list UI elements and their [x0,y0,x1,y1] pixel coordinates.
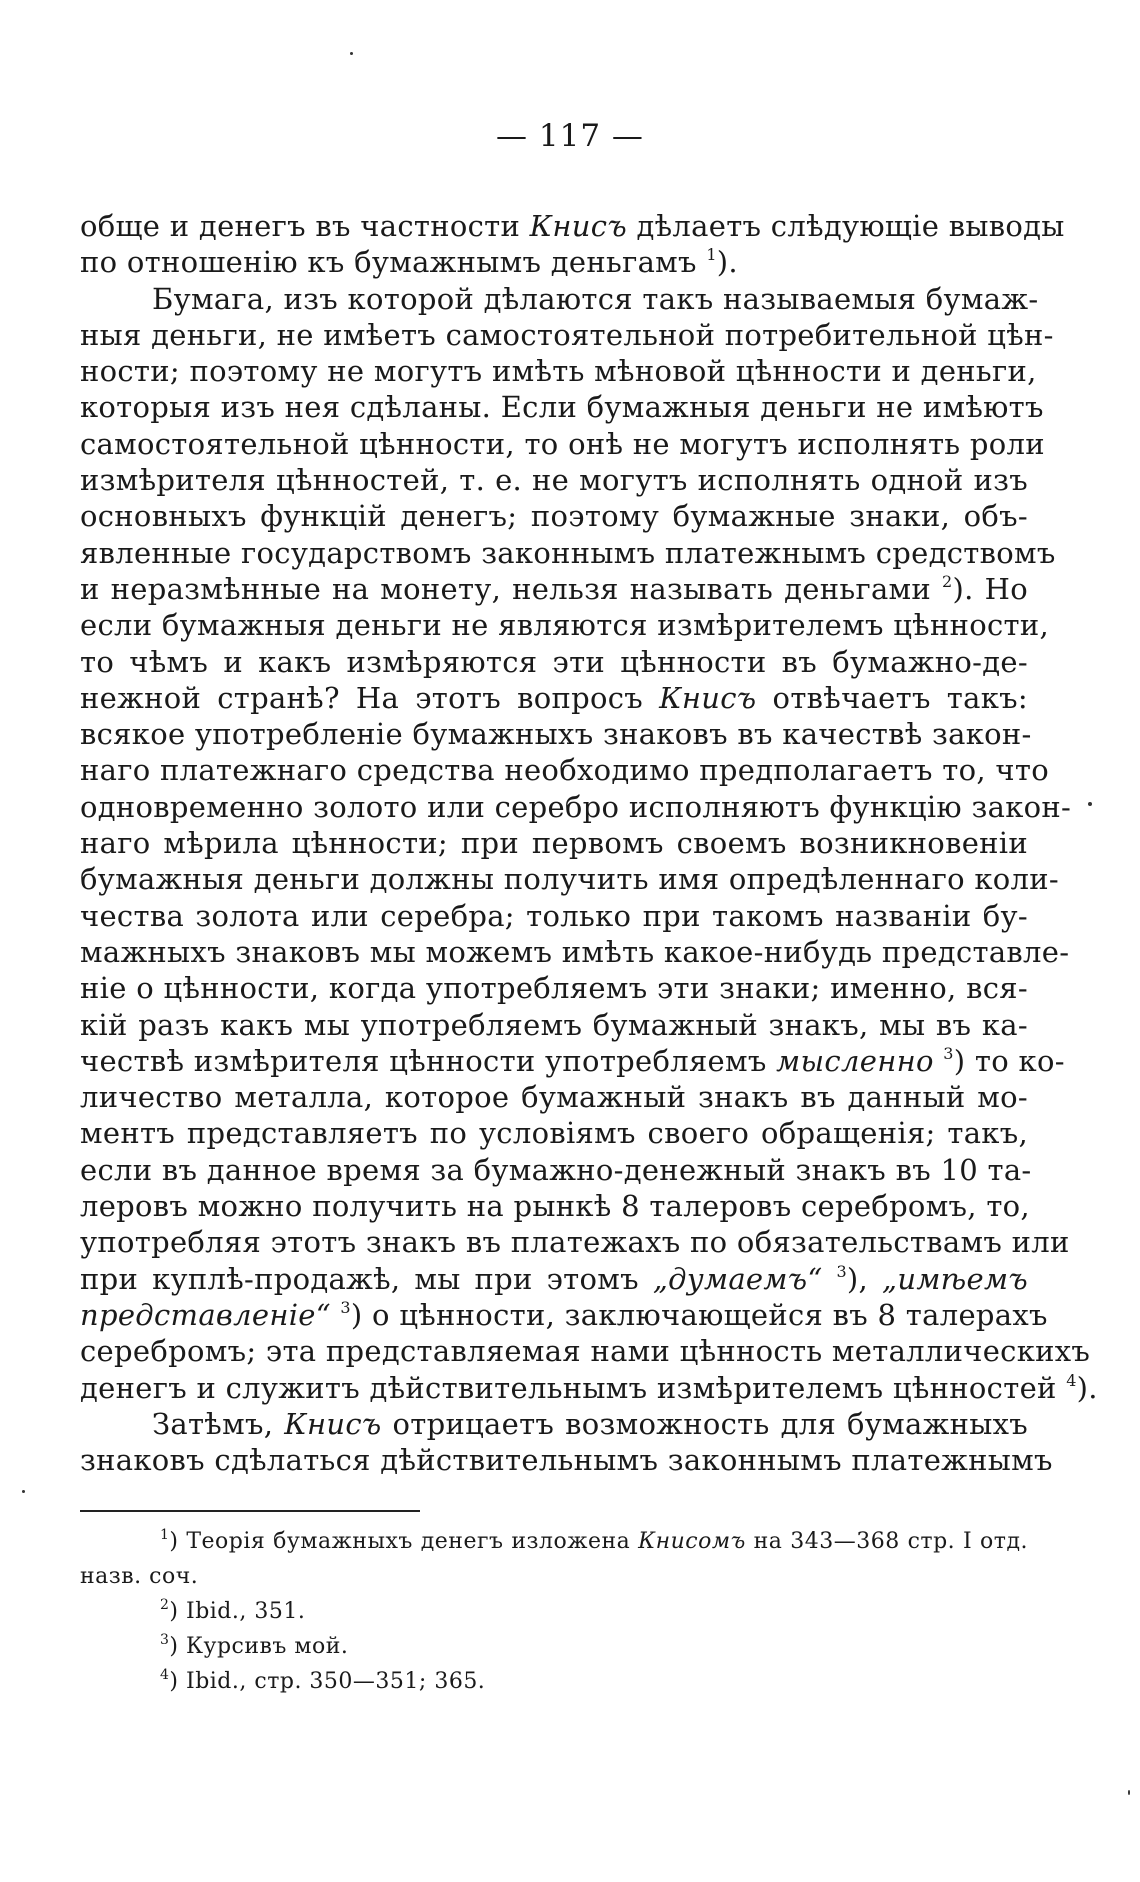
text-line: личество металла, которое бумажный знакъ въ данный мо- [80,1080,1028,1115]
text-line: мажныхъ знаковъ мы можемъ имѣть какое-нибудь представле- [80,934,1070,969]
text-line: бумажныя деньги должны получить имя опредѣленнаго коли- [80,862,1060,897]
text-line: ныя деньги, не имѣетъ самостоятельной потребительной цѣн- [80,317,1054,352]
footnote-separator [80,1510,420,1512]
italic-text: Книсомъ [638,1529,746,1554]
text-line: основныхъ функцій денегъ; поэтому бумажные знаки, объ- [80,499,1028,534]
footnote-marker: 3 [160,1632,170,1648]
text-line: леровъ можно получить на рынкѣ 8 талеровъ серебромъ, то, [80,1189,1030,1224]
main-text [80,208,1098,1478]
text-line: наго платежнаго средства необходимо предполагаетъ то, что [80,753,1049,788]
footnote-line: $^3$) Курсивъ мой. [160,1632,349,1659]
text-line: при куплѣ-продажѣ, мы при этомъ „думаемъ“ $^3$), „имѣемъ [80,1261,1028,1296]
text-line: измѣрителя цѣнностей, т. е. не могутъ исполнять одной изъ [80,463,1028,498]
italic-text: представленіе“ [80,1297,331,1332]
text-line: самостоятельной цѣнности, то онѣ не могутъ исполнять роли [80,426,1045,461]
italic-text: „имѣемъ [882,1261,1028,1296]
text-line: Бумага, изъ которой дѣлаются такъ называемыя бумаж- [152,281,1039,316]
footnote-marker: 1 [706,245,717,265]
text-line: всякое употребленіе бумажныхъ знаковъ въ качествѣ закон- [80,717,1032,752]
text-line: ности; поэтому не могутъ имѣть мѣновой цѣнности и деньги, [80,354,1037,389]
footnote-line: $^1$) Теорія бумажныхъ денегъ изложена Книсомъ на 343—368 стр. I отд. [160,1527,1028,1554]
text-line: по отношенію къ бумажнымъ деньгамъ $^1$). [80,245,738,280]
footnote-marker: 3 [836,1261,847,1281]
footnote-marker: 4 [160,1667,170,1683]
footnote-line: назв. соч. [80,1564,199,1589]
italic-text: Книсъ [659,680,757,715]
footnotes [80,1524,1028,1699]
text-line: знаковъ сдѣлаться дѣйствительнымъ законнымъ платежнымъ [80,1443,1053,1478]
footnote-marker: 1 [160,1527,170,1543]
text-line: то чѣмъ и какъ измѣряются эти цѣнности въ бумажно-де- [80,644,1028,679]
text-line: нежной странѣ? На этотъ вопросъ Книсъ отвѣчаетъ такъ: [80,680,1028,715]
text-line: если въ данное время за бумажно-денежный знакъ въ 10 та- [80,1152,1032,1187]
text-line: ніе о цѣнности, когда употребляемъ эти знаки; именно, вся- [80,971,1028,1006]
text-line: наго мѣрила цѣнности; при первомъ своемъ возникновеніи [80,826,1028,861]
footnote-marker: 2 [160,1597,170,1613]
footnote-line: $^4$) Ibid., стр. 350—351; 365. [160,1667,486,1694]
text-line: серебромъ; эта представляемая нами цѣнность металлическихъ [80,1334,1091,1369]
italic-text: мысленно [776,1043,934,1078]
page-number: — 117 — [496,118,644,154]
text-line: обще и денегъ въ частности Книсъ дѣлаетъ слѣдующіе выводы [80,209,1065,243]
text-line: чествѣ измѣрителя цѣнности употребляемъ мысленно $^3$) то ко- [80,1043,1065,1078]
italic-text: Книсъ [284,1406,382,1441]
text-line: употребляя этотъ знакъ въ платежахъ по обязательствамъ или [80,1225,1070,1260]
footnote-marker: 3 [340,1297,351,1317]
text-line: и неразмѣнные на монету, нельзя называть деньгами $^2$). Но [80,571,1028,606]
scan-speck [1128,1790,1130,1795]
footnote-marker: 4 [1066,1370,1077,1390]
italic-text: „думаемъ“ [652,1261,823,1296]
text-line: чества золота или серебра; только при такомъ названіи бу- [80,898,1028,933]
text-line: одновременно золото или серебро исполняютъ функцію закон- [80,789,1072,824]
text-line: представленіе“ $^3$) о цѣнности, заключающейся въ 8 талерахъ [80,1297,1048,1332]
footnote-marker: 3 [943,1043,954,1063]
text-line: явленные государствомъ законнымъ платежнымъ средствомъ [80,535,1056,570]
scan-speck [1088,802,1092,806]
footnote-marker: 2 [942,571,953,591]
text-line: денегъ и служитъ дѣйствительнымъ измѣрителемъ цѣнностей $^4$). [80,1370,1098,1405]
text-line: кій разъ какъ мы употребляемъ бумажный знакъ, мы въ ка- [80,1007,1028,1042]
text-line: которыя изъ нея сдѣланы. Если бумажныя деньги не имѣютъ [80,390,1044,425]
scan-speck [350,52,353,55]
text-line: если бумажныя деньги не являются измѣрителемъ цѣнности, [80,608,1049,643]
text-line: ментъ представляетъ по условіямъ своего обращенія; такъ, [80,1116,1028,1151]
italic-text: Книсъ [529,209,627,243]
scan-speck [22,1490,25,1493]
footnote-line: $^2$) Ibid., 351. [160,1597,306,1624]
text-line: Затѣмъ, Книсъ отрицаетъ возможность для бумажныхъ [152,1406,1028,1441]
